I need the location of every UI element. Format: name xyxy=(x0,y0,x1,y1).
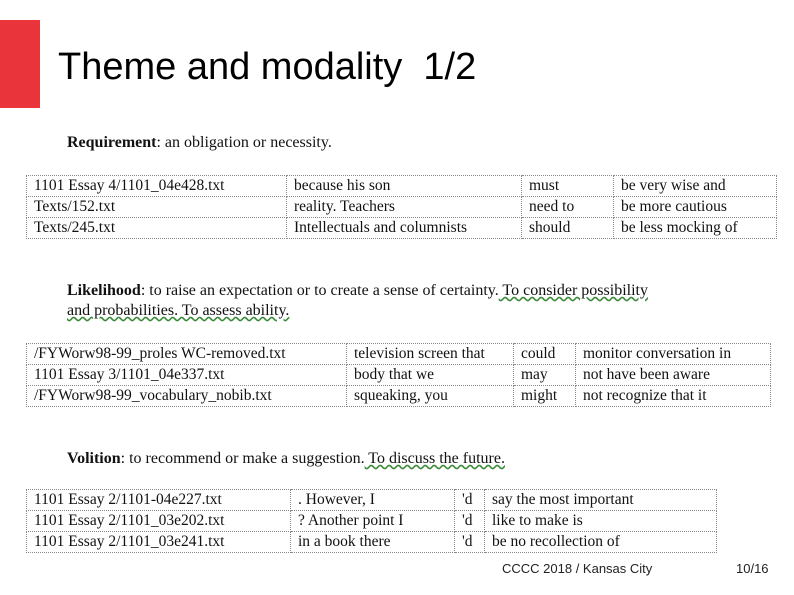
requirement-description xyxy=(67,133,332,153)
right-context-cell: not have been aware xyxy=(576,365,771,386)
volition-extra: To discuss the future. xyxy=(364,450,505,467)
left-context-cell: reality. Teachers xyxy=(287,197,522,218)
file-cell: Texts/152.txt xyxy=(27,197,287,218)
right-context-cell: like to make is xyxy=(485,511,717,532)
slide-title: Theme and modality 1/2 xyxy=(58,46,477,88)
keyword-cell: 'd xyxy=(455,490,485,511)
volition-term: Volition xyxy=(67,450,121,467)
requirement-concordance-table xyxy=(26,175,777,239)
file-cell: 1101 Essay 3/1101_04e337.txt xyxy=(27,365,347,386)
right-context-cell: monitor conversation in xyxy=(576,344,771,365)
keyword-cell: may xyxy=(514,365,576,386)
right-context-cell: not recognize that it xyxy=(576,386,771,407)
keyword-cell: 'd xyxy=(455,511,485,532)
keyword-cell: could xyxy=(514,344,576,365)
left-context-cell: television screen that xyxy=(347,344,514,365)
file-cell: 1101 Essay 2/1101_03e202.txt xyxy=(27,511,291,532)
likelihood-definition: : to raise an expectation or to create a sense of certainty. xyxy=(140,282,499,299)
table-row xyxy=(27,511,717,532)
table-row xyxy=(27,365,771,386)
right-context-cell: be more cautious xyxy=(614,197,777,218)
accent-bar xyxy=(0,20,40,108)
requirement-definition: : an obligation or necessity. xyxy=(156,134,332,151)
keyword-cell: might xyxy=(514,386,576,407)
file-cell: /FYWorw98-99_vocabulary_nobib.txt xyxy=(27,386,347,407)
table-row xyxy=(27,490,717,511)
left-context-cell: in a book there xyxy=(291,532,455,553)
keyword-cell: must xyxy=(522,176,614,197)
left-context-cell: because his son xyxy=(287,176,522,197)
table-row xyxy=(27,344,771,365)
right-context-cell: say the most important xyxy=(485,490,717,511)
left-context-cell: Intellectuals and columnists xyxy=(287,218,522,239)
left-context-cell: . However, I xyxy=(291,490,455,511)
file-cell: 1101 Essay 2/1101_03e241.txt xyxy=(27,532,291,553)
table-row xyxy=(27,386,771,407)
volition-concordance-table xyxy=(26,489,717,553)
table-row xyxy=(27,176,777,197)
keyword-cell: should xyxy=(522,218,614,239)
file-cell: Texts/245.txt xyxy=(27,218,287,239)
left-context-cell: squeaking, you xyxy=(347,386,514,407)
volition-definition: : to recommend or make a suggestion. xyxy=(120,450,365,467)
likelihood-description xyxy=(67,281,667,321)
keyword-cell: need to xyxy=(522,197,614,218)
requirement-term: Requirement xyxy=(67,134,157,151)
left-context-cell: body that we xyxy=(347,365,514,386)
table-row xyxy=(27,532,717,553)
file-cell: 1101 Essay 2/1101-04e227.txt xyxy=(27,490,291,511)
likelihood-extra: To consider possibility and probabilities. To assess ability. xyxy=(67,282,648,319)
file-cell: 1101 Essay 4/1101_04e428.txt xyxy=(27,176,287,197)
table-row xyxy=(27,197,777,218)
volition-description xyxy=(67,449,505,469)
right-context-cell: be no recollection of xyxy=(485,532,717,553)
footer-page-number: 10/16 xyxy=(736,561,769,576)
right-context-cell: be very wise and xyxy=(614,176,777,197)
left-context-cell: ? Another point I xyxy=(291,511,455,532)
right-context-cell: be less mocking of xyxy=(614,218,777,239)
footer-conference: CCCC 2018 / Kansas City xyxy=(502,561,653,576)
likelihood-term: Likelihood xyxy=(67,282,141,299)
table-row xyxy=(27,218,777,239)
file-cell: /FYWorw98-99_proles WC-removed.txt xyxy=(27,344,347,365)
likelihood-concordance-table xyxy=(26,343,771,407)
keyword-cell: 'd xyxy=(455,532,485,553)
